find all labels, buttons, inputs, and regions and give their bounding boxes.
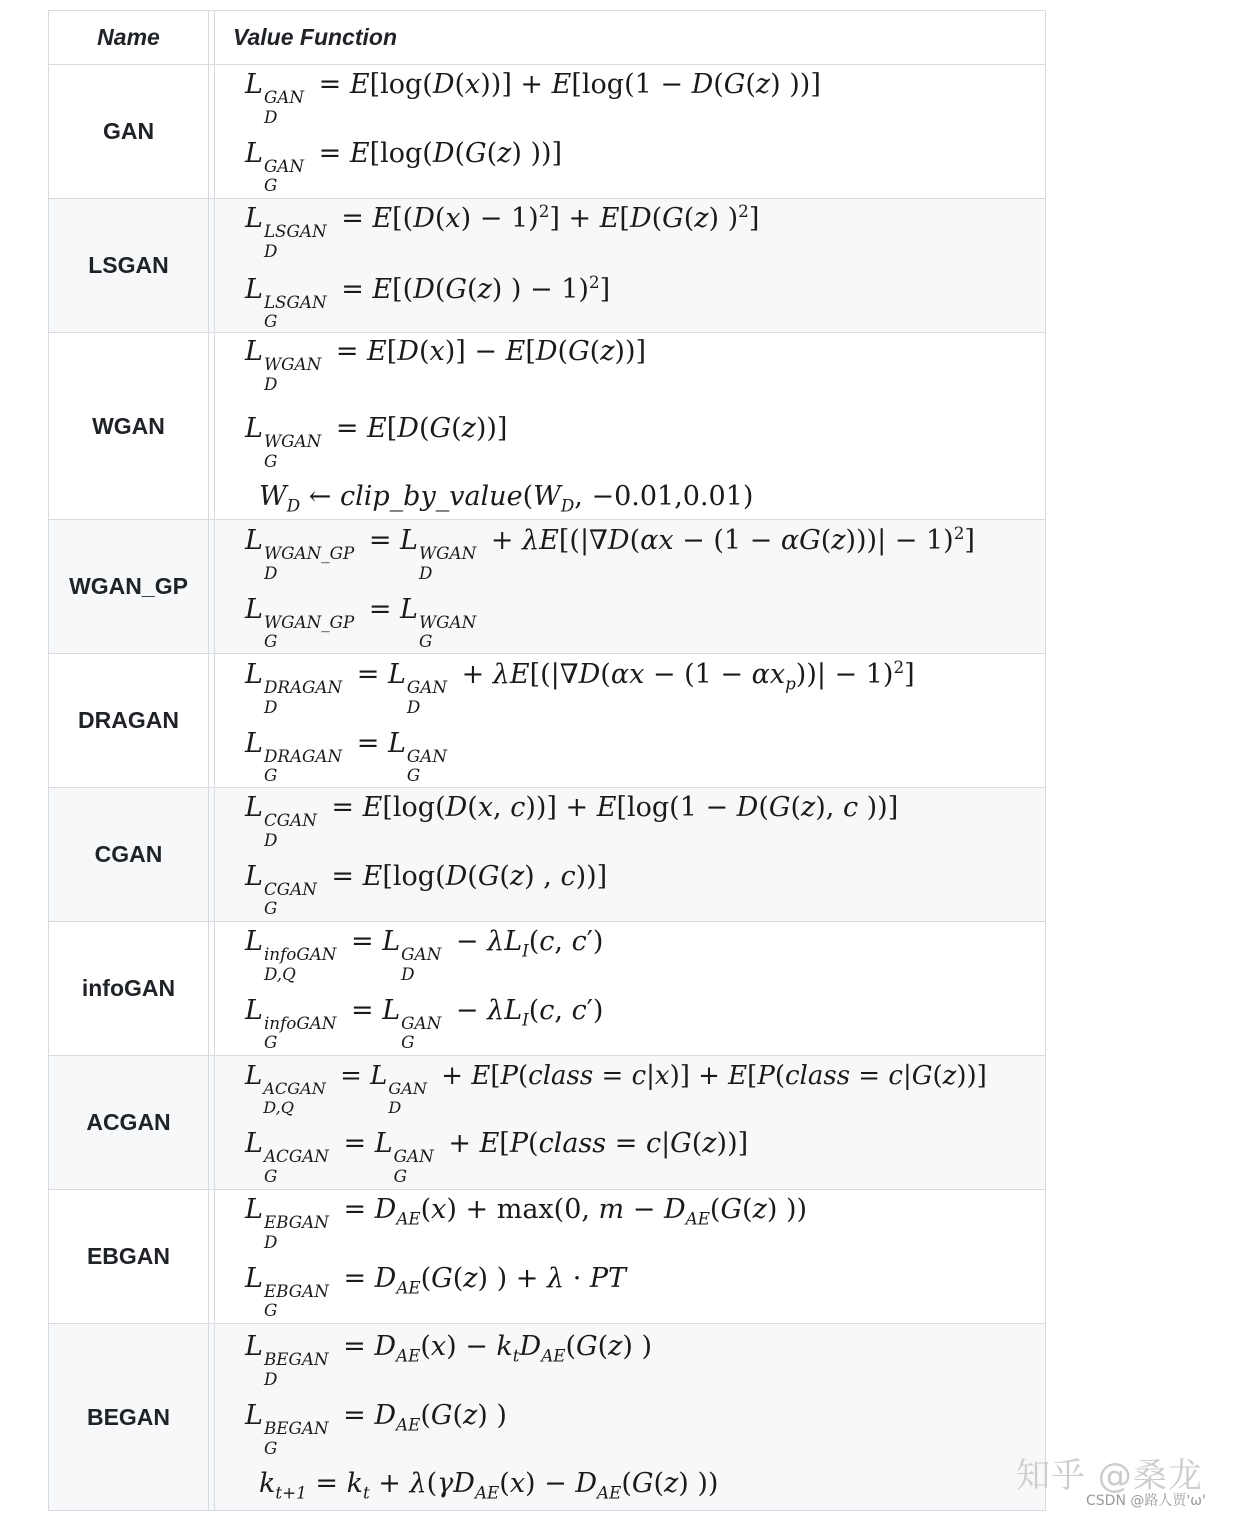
table-row-wgan-gp [49, 520, 1045, 654]
formula-g: L infoGAN G = L GAN G − $\lambda L_I(c$, c′) [245, 994, 604, 1053]
csdn-watermark: CSDN @路人贾'ω' [1086, 1493, 1206, 1509]
table-row-began [49, 1324, 1045, 1511]
value-function-cell [215, 1190, 1045, 1323]
value-function-cell [215, 788, 1045, 921]
formula-d: L EBGAN D = $D_{AE}(x) + \max(0$, $m - D_{AE}(G(z)$ )) [245, 1194, 808, 1252]
formula-dq: L ACGAN D,Q = L GAN D + E[P(class = c|x)] + E[P(class = c|G(z))] [245, 1060, 987, 1117]
formula-k-update: $k_{t+1} = k_t + \lambda(\gamma D_{AE}(x) - D_{AE}(G(z)$ )) [259, 1468, 719, 1503]
formula-dq: L infoGAN D,Q = L GAN D − $\lambda L_I(c$, c′) [245, 926, 604, 984]
formula-d: L WGAN_GP D = L WGAN D + $\lambda E[(|\nabla D(\alpha x - (1 - \alpha G(z)))| - 1)^2]$ [245, 523, 975, 583]
value-function-cell [215, 520, 1045, 653]
row-name: WGAN [49, 333, 209, 519]
formula-g: L CGAN G = E[log(D(G(z) , c))] [245, 860, 608, 919]
value-function-cell [215, 654, 1045, 787]
formula-clip: $W_D$ ← $clip\_by\_value(W_D$, −0.01,0.01) [259, 481, 754, 516]
header-name: Name [49, 11, 209, 64]
table-row-wgan [49, 333, 1045, 520]
value-function-cell [215, 922, 1045, 1055]
row-name: ACGAN [49, 1056, 209, 1189]
table-row-gan [49, 65, 1045, 199]
value-function-cell [215, 1324, 1045, 1510]
formula-g: L DRAGAN G = L GAN G [245, 727, 447, 786]
zhihu-watermark: 知乎 @桑龙 [1016, 1456, 1203, 1496]
table-row-cgan [49, 788, 1045, 922]
formula-d: L BEGAN D = $D_{AE}(x) - k_tD_{AE}(G(z)$ ) [245, 1331, 653, 1390]
value-function-cell [215, 65, 1045, 198]
row-name: GAN [49, 65, 209, 198]
row-name: CGAN [49, 788, 209, 921]
table-header [49, 11, 1045, 65]
formula-d: L DRAGAN D = L GAN D + $\lambda E[(|\nabla D(\alpha x - (1 - \alpha x_p))| - 1)^2]$ [245, 657, 915, 717]
formula-d: L CGAN D = E[log(D(x, c))] + E[log(1 − D(G(z), c ))] [245, 792, 899, 850]
table-row-lsgan [49, 199, 1045, 333]
formula-g: L GAN G = E[log(D(G(z) ))] [245, 137, 563, 196]
row-name: DRAGAN [49, 654, 209, 787]
formula-g: L WGAN_GP G = L WGAN G [245, 593, 477, 652]
table-row-ebgan [49, 1190, 1045, 1324]
row-name: BEGAN [49, 1324, 209, 1510]
formula-d: L LSGAN D = $E[(D(x) - 1)^2] + E[D(G(z)$ )$^2$] [245, 201, 760, 261]
header-value-function: Value Function [233, 24, 397, 50]
value-function-cell [215, 1056, 1045, 1189]
table-row-dragan [49, 654, 1045, 788]
formula-d: L WGAN D = E[D(x)] − E[D(G(z))] [245, 336, 647, 395]
table-row-acgan [49, 1056, 1045, 1190]
table-row-infogan [49, 922, 1045, 1056]
formula-g: L LSGAN G = E[(D(G(z) ) − 1)$^2$] [245, 271, 611, 332]
formula-g: L WGAN G = E[D(G(z))] [245, 412, 508, 471]
value-function-cell [215, 199, 1045, 332]
formula-g: L ACGAN G = L GAN G + E[P(class = c|G(z))] [245, 1127, 749, 1186]
value-function-cell [215, 333, 1045, 519]
formula-d: L GAN D = E[log(D(x))] + E[log(1 − D(G(z) ))] [245, 69, 821, 127]
row-name: WGAN_GP [49, 520, 209, 653]
formula-g: L EBGAN G = $D_{AE}(G(z)$ ) + λ · PT [245, 1262, 627, 1321]
row-name: EBGAN [49, 1190, 209, 1323]
row-name: LSGAN [49, 199, 209, 332]
row-name: infoGAN [49, 922, 209, 1055]
gan-loss-table [48, 10, 1046, 1511]
formula-g: L BEGAN G = $D_{AE}(G(z)$ ) [245, 1399, 507, 1458]
